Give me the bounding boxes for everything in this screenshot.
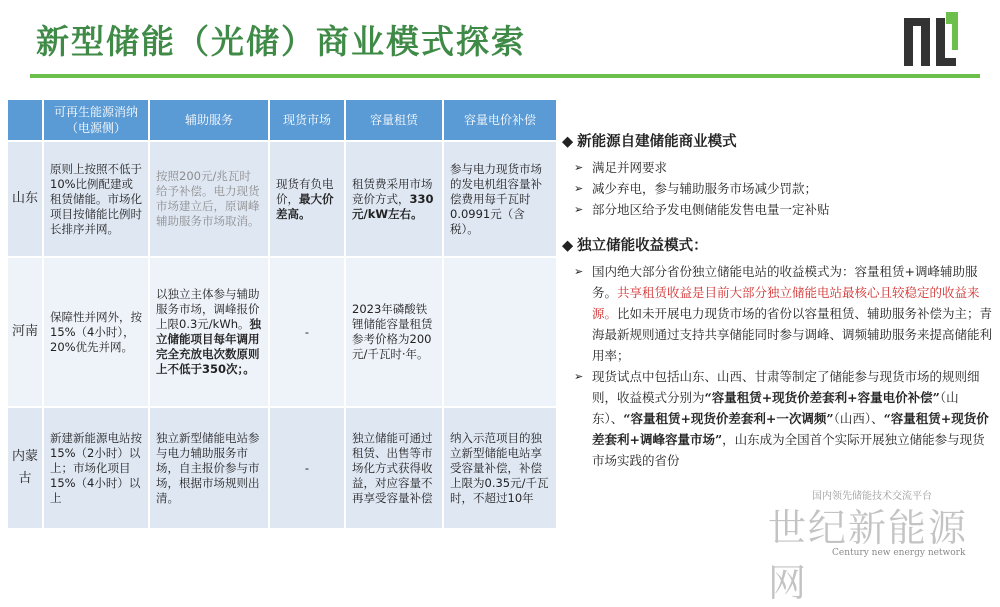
watermark-logo-text: 世纪新能源网: [768, 506, 969, 605]
table-row: [7, 141, 557, 257]
table-cell: [443, 257, 557, 407]
table-header-cell: 现货市场: [269, 99, 345, 141]
table-cell: 保障性并网外，按15%（4小时），20%优先并网。: [43, 257, 149, 407]
cell-text: 租赁费采用市场竞价方式，: [352, 176, 433, 206]
table-cell: 新建新能源电站按15%（2小时）以上；市场化项目15%（4小时）以上: [43, 407, 149, 529]
table-cell: [269, 141, 345, 257]
province-cell: 山东: [7, 141, 43, 257]
highlight-text: 共享租赁收益是目前大部分独立储能电站最核心且较稳定的收益来源。: [592, 285, 980, 321]
watermark-caption: 国内领先储能技术交流平台: [812, 491, 932, 502]
arrow-bullet-icon: ➢: [574, 370, 584, 383]
list-item: ➢ 减少弃电，参与辅助服务市场减少罚款；: [562, 178, 994, 199]
table-header-cell: 辅助服务: [149, 99, 269, 141]
table-cell: 原则上按照不低于10%比例配建或租赁储能。市场化项目按储能比例时长排序并网。: [43, 141, 149, 257]
slide-title: 新型储能（光储）商业模式探索: [36, 22, 526, 61]
cell-text: 现货有负电价，: [276, 176, 334, 206]
cell-text-bold: 独立储能项目每年调用完全充放电次数原则上不低于350次；。: [156, 317, 261, 376]
table-cell: [345, 141, 443, 257]
table-cell: 独立新型储能电站参与电力辅助服务市场，自主报价参与市场，根据市场规则出清。: [149, 407, 269, 529]
cell-text: 以独立主体参与辅助服务市场，调峰报价上限0.3元/kWh。: [156, 287, 260, 331]
diamond-bullet-icon: ◆: [562, 238, 574, 254]
diamond-bullet-icon: ◆: [562, 134, 574, 150]
list-item: ➢ 现货试点中包括山东、山西、甘肃等制定了储能参与现货市场的规则细则，收益模式分别为“容量租赁+现货价差套利+容量电价补偿”（山东）、“容量租赁+现货价差套利+一次调频”（山西）、“容量租赁+现货价差套利+调峰容量市场”，山东成为全国首个实际开展独立储能参与现货市场实践的省份: [562, 366, 994, 471]
cell-text-bold: 最大价差高。: [276, 191, 334, 221]
table-header-row: [7, 99, 557, 141]
cell-text-bold: 330元/kW左右。: [352, 191, 434, 221]
section-heading: ◆ 独立储能收益模式：: [562, 237, 708, 254]
business-model-notes: [562, 130, 994, 471]
list-item: ➢ 部分地区给予发电侧储能发售电量一定补贴: [562, 199, 994, 220]
province-cell: 内蒙古: [7, 407, 43, 529]
table-header-cell: 容量租赁: [345, 99, 443, 141]
arrow-bullet-icon: ➢: [574, 161, 584, 174]
arrow-bullet-icon: ➢: [574, 265, 584, 278]
table-header-corner: [7, 99, 43, 141]
table-row: [7, 257, 557, 407]
province-cell: 河南: [7, 257, 43, 407]
list-item: ➢ 国内绝大部分省份独立储能电站的收益模式为：容量租赁+调峰辅助服务。共享租赁收益是目前大部分独立储能电站最核心且较稳定的收益来源。比如未开展电力现货市场的省份以容量租赁、辅助服务补偿为主；青海最新规则通过支持共享储能同时参与调峰、调频辅助服务来提高储能利用率；: [562, 261, 994, 366]
table-header-cell: 容量电价补偿: [443, 99, 557, 141]
arrow-bullet-icon: ➢: [574, 182, 584, 195]
company-logo-icon: [898, 8, 962, 72]
table-header-cell: 可再生能源消纳（电源侧）: [43, 99, 149, 141]
arrow-bullet-icon: ➢: [574, 203, 584, 216]
policy-comparison-table: [6, 98, 558, 530]
table-row: [7, 407, 557, 529]
table-cell: 按照200元/兆瓦时给予补偿。电力现货市场建立后，原调峰辅助服务市场取消。: [149, 141, 269, 257]
table-cell: -: [269, 257, 345, 407]
table-cell: 纳入示范项目的独立新型储能电站享受容量补偿，补偿上限为0.35元/千瓦时，不超过10年: [443, 407, 557, 529]
table-cell: [149, 257, 269, 407]
watermark-english: Century new energy network: [832, 548, 966, 558]
section-heading: ◆ 新能源自建储能商业模式: [562, 133, 737, 150]
list-item: ➢ 满足并网要求: [562, 157, 994, 178]
table-cell: 2023年磷酸铁锂储能容量租赁参考价格为200元/千瓦时·年。: [345, 257, 443, 407]
table-cell: 独立储能可通过租赁、出售等市场化方式获得收益，对应容量不再享受容量补偿: [345, 407, 443, 529]
table-cell: 参与电力现货市场的发电机组容量补偿费用每千瓦时0.0991元（含税）。: [443, 141, 557, 257]
table-cell: -: [269, 407, 345, 529]
title-divider: [30, 74, 980, 78]
